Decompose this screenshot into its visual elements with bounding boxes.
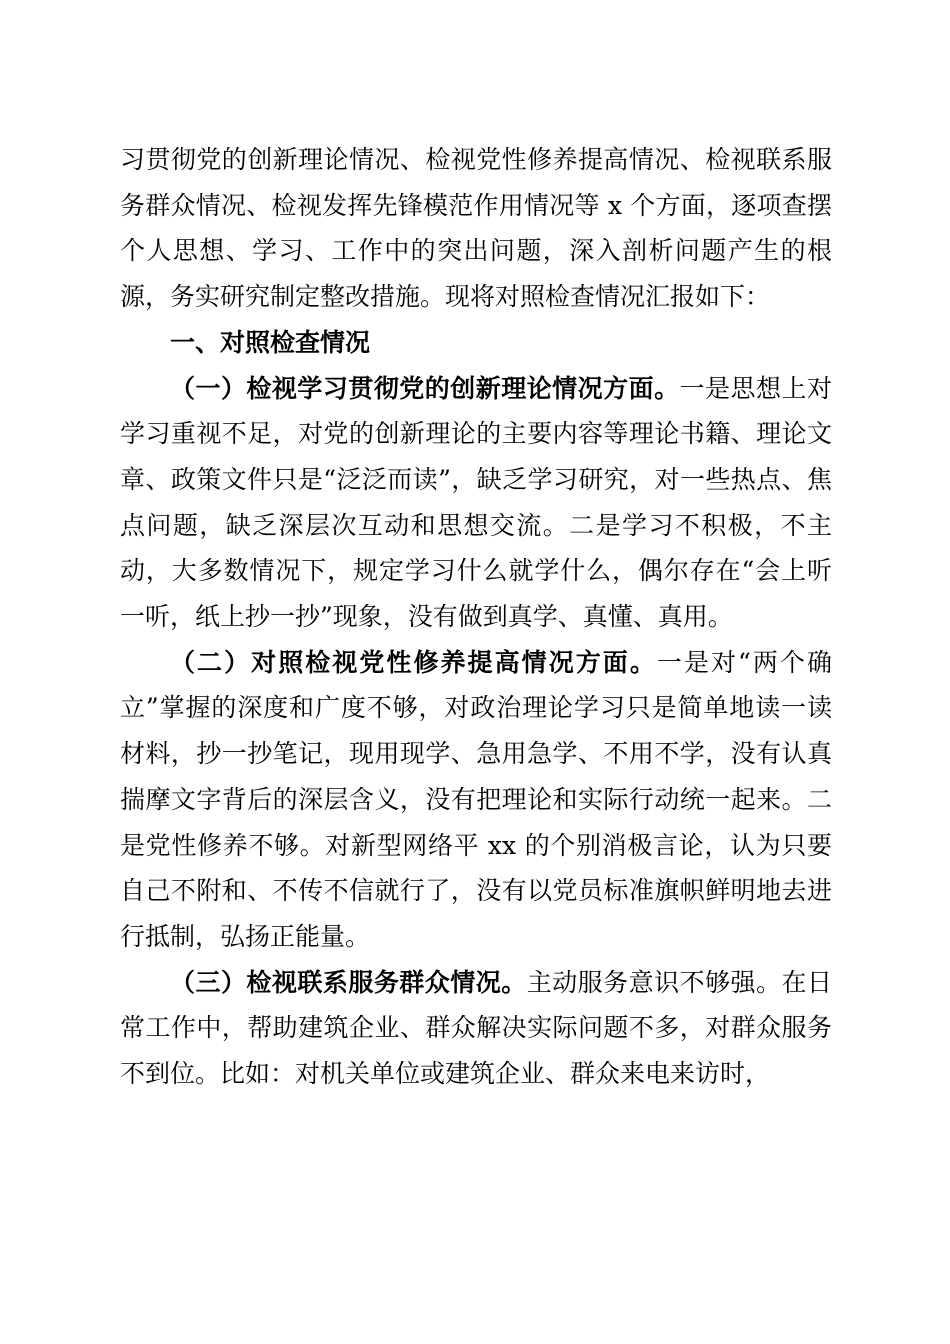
section-2-body: 一是对“两个确立”掌握的深度和广度不够，对政治理论学习只是简单地读一读材料，抄一抄笔记，现用现学、急用急学、不用不学，没有认真揣摩文字背后的深层含义，没有把理论和实际行动统一起来。二是党性修养不够。对新型网络平 xx 的个别消极言论，认为只要自己不附和、不传不信就行了，没有以党员标准旗帜鲜明地去进行抵制，弘扬正能量。	[120, 647, 832, 951]
section-paragraph-2	[120, 640, 832, 960]
section-1-body: 一是思想上对学习重视不足，对党的创新理论的主要内容等理论书籍、理论文章、政策文件只是“泛泛而读”，缺乏学习研究，对一些热点、焦点问题，缺乏深层次互动和思想交流。二是学习不积极，不主动，大多数情况下，规定学习什么就学什么，偶尔存在“会上听一听，纸上抄一抄”现象，没有做到真学、真懂、真用。	[120, 373, 832, 632]
section-3-body: 主动服务意识不够强。在日常工作中，帮助建筑企业、群众解决实际问题不多，对群众服务不到位。比如：对机关单位或建筑企业、群众来电来访时，	[120, 967, 832, 1089]
section-3-heading: （三）检视联系服务群众情况。	[170, 967, 527, 997]
section-paragraph-1	[120, 366, 832, 640]
document-body	[120, 137, 832, 1097]
section-1-heading: （一）检视学习贯彻党的创新理论情况方面。	[170, 373, 680, 403]
intro-paragraph: 习贯彻党的创新理论情况、检视党性修养提高情况、检视联系服务群众情况、检视发挥先锋模范作用情况等 x 个方面，逐项查摆个人思想、学习、工作中的突出问题，深入剖析问题产生的根源，务实研究制定整改措施。现将对照检查情况汇报如下：	[120, 145, 832, 312]
section-paragraph-3	[120, 960, 832, 1097]
section-2-heading: （二）对照检视党性修养提高情况方面。	[170, 647, 657, 677]
section-heading: 一、对照检查情况	[170, 327, 371, 357]
